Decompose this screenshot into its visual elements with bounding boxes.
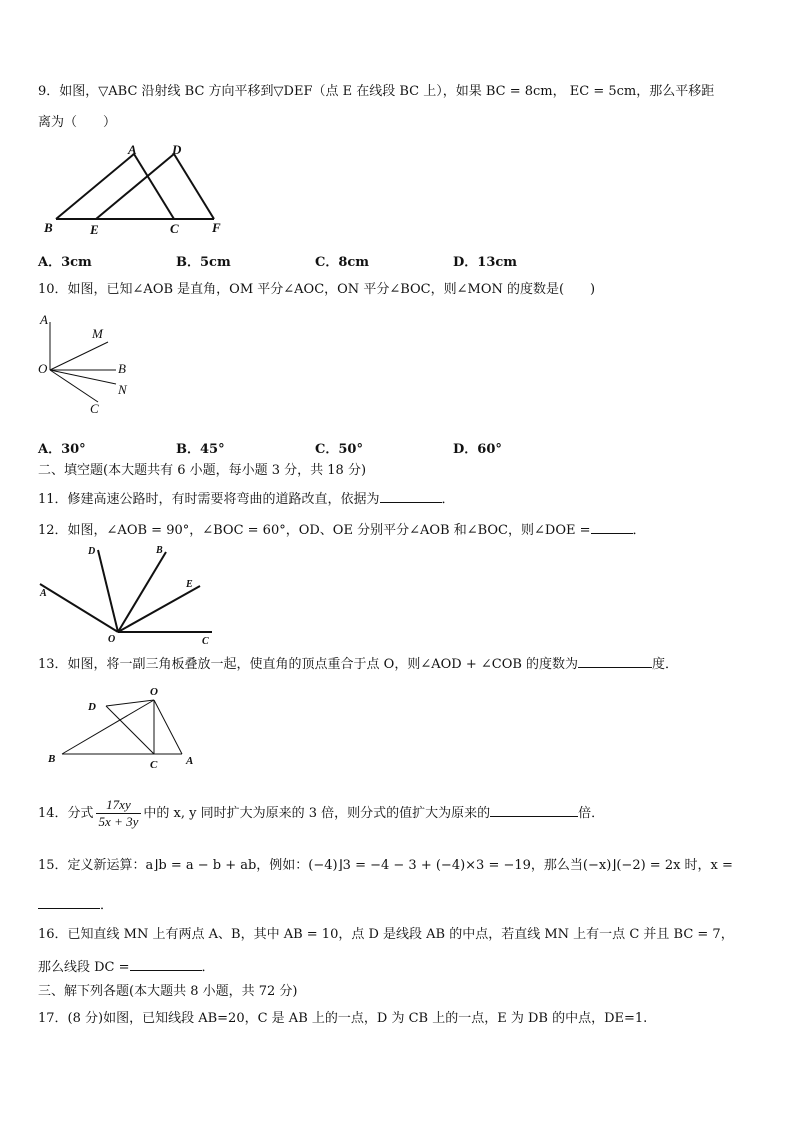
q13-line-do xyxy=(106,700,154,706)
q11-stem: 11．修建高速公路时，有时需要将弯曲的道路改直，依据为 xyxy=(38,492,380,507)
q12-ray-od xyxy=(98,550,118,632)
q9-option-a[interactable]: A．3cm xyxy=(38,255,92,270)
q16-line2 xyxy=(38,958,215,976)
q10-option-a[interactable]: A．30° xyxy=(38,442,86,457)
q10-ray-om xyxy=(50,342,108,370)
q10-label-o: O xyxy=(38,361,48,376)
q13-label-b: B xyxy=(48,753,56,765)
q12-label-b: B xyxy=(156,545,163,556)
q17-stem: 17．(8 分)如图，已知线段 AB=20，C 是 AB 上的一点，D 为 CB 上的一点，E 为 DB 的中点，DE=1. xyxy=(38,1011,648,1026)
q10-label-b: B xyxy=(118,361,126,376)
q14-end: 倍． xyxy=(578,806,605,821)
q13-line xyxy=(38,655,678,673)
q13-line-oa xyxy=(154,700,182,754)
q12-ray-oa xyxy=(40,584,118,632)
q12-answer-blank[interactable] xyxy=(591,521,633,534)
q14-answer-blank[interactable] xyxy=(490,804,578,817)
q9-label-f: F xyxy=(212,220,221,235)
q9-stem-line2: 离为（ ） xyxy=(38,115,117,130)
q10-figure xyxy=(36,310,146,420)
q12-label-d: D xyxy=(88,546,96,557)
q14-fraction xyxy=(96,797,142,830)
q10-option-b[interactable]: B．45° xyxy=(176,442,225,457)
q14-prefix: 14．分式 xyxy=(38,806,94,821)
q10-label-n: N xyxy=(118,382,127,397)
q13-line-dc xyxy=(106,706,154,754)
q16-answer-blank[interactable] xyxy=(130,958,202,971)
q16-stem-line1: 16．已知直线 MN 上有两点 A、B，其中 AB = 10，点 D 是线段 AB 的中点，若直线 MN 上有一点 C 并且 BC = 7， xyxy=(38,927,734,942)
q10-stem: 10．如图，已知∠AOB 是直角，OM 平分∠AOC，ON 平分∠BOC，则∠MON 的度数是( ) xyxy=(38,282,596,297)
q12-label-a: A xyxy=(40,588,47,599)
q10-label-a: A xyxy=(40,312,48,327)
q16-stem-line2: 那么线段 DC = xyxy=(38,960,130,975)
q13-label-d: D xyxy=(88,701,96,713)
q13-label-o: O xyxy=(150,686,158,698)
q12-ray-ob xyxy=(118,552,166,632)
q9-line-ac xyxy=(134,154,174,219)
q9-label-e: E xyxy=(90,222,99,237)
q15-answer-blank[interactable] xyxy=(38,896,100,909)
q15-end: ． xyxy=(100,898,114,913)
q13-end: 度． xyxy=(652,657,679,672)
q14-middle: 中的 x, y 同时扩大为原来的 3 倍，则分式的值扩大为原来的 xyxy=(143,806,491,821)
q12-figure xyxy=(36,542,226,648)
section3-heading: 三、解下列各题(本大题共 8 小题，共 72 分) xyxy=(38,984,298,999)
q9-label-b: B xyxy=(44,220,53,235)
q9-option-c[interactable]: C．8cm xyxy=(315,255,370,270)
section2-heading: 二、填空题(本大题共有 6 小题，每小题 3 分，共 18 分) xyxy=(38,463,367,478)
q10-label-c: C xyxy=(90,401,99,416)
q15-line2 xyxy=(38,896,113,914)
q9-option-b[interactable]: B．5cm xyxy=(176,255,231,270)
q11-line xyxy=(38,490,455,508)
q9-figure xyxy=(38,142,228,238)
q13-stem: 13．如图，将一副三角板叠放一起，使直角的顶点重合于点 O，则∠AOD + ∠COB 的度数为 xyxy=(38,657,579,672)
q14-denominator: 5x + 3y xyxy=(98,814,139,829)
q9-option-d[interactable]: D．13cm xyxy=(453,255,518,270)
q12-stem: 12．如图，∠AOB = 90°，∠BOC = 60°，OD、OE 分别平分∠AOB 和∠BOC，则∠DOE = xyxy=(38,523,591,538)
q15-stem: 15．定义新运算：a⌋b = a − b + ab，例如：(−4)⌋3 = −4 − 3 + (−4)×3 = −19，那么当(−x)⌋(−2) = 2x 时，x = xyxy=(38,858,733,873)
q11-end: ． xyxy=(441,492,455,507)
q12-label-o: O xyxy=(108,634,116,645)
q9-label-d: D xyxy=(172,142,182,157)
q9-line-ed xyxy=(96,154,174,219)
q13-label-c: C xyxy=(150,759,158,770)
q13-label-a: A xyxy=(186,755,194,767)
q16-end: ． xyxy=(201,960,215,975)
q12-end: ． xyxy=(632,523,646,538)
q9-label-a: A xyxy=(128,142,137,157)
q9-line-df xyxy=(174,154,214,219)
q12-label-e: E xyxy=(186,579,193,590)
q13-answer-blank[interactable] xyxy=(578,655,652,668)
q14-line xyxy=(38,794,604,834)
q14-numerator: 17xy xyxy=(96,797,142,814)
q12-ray-oe xyxy=(118,586,200,632)
q10-option-d[interactable]: D．60° xyxy=(453,442,502,457)
q11-answer-blank[interactable] xyxy=(380,490,442,503)
q10-option-c[interactable]: C．50° xyxy=(315,442,363,457)
q10-label-m: M xyxy=(92,326,103,341)
q9-stem-line1: 9．如图，▽ABC 沿射线 BC 方向平移到▽DEF（点 E 在线段 BC 上），如果 BC = 8cm， EC = 5cm，那么平移距 xyxy=(38,84,715,99)
q13-figure xyxy=(44,682,206,770)
q9-label-c: C xyxy=(170,221,179,236)
q9-line-ba xyxy=(56,154,134,219)
q12-label-c: C xyxy=(202,636,209,647)
q12-line xyxy=(38,521,646,539)
